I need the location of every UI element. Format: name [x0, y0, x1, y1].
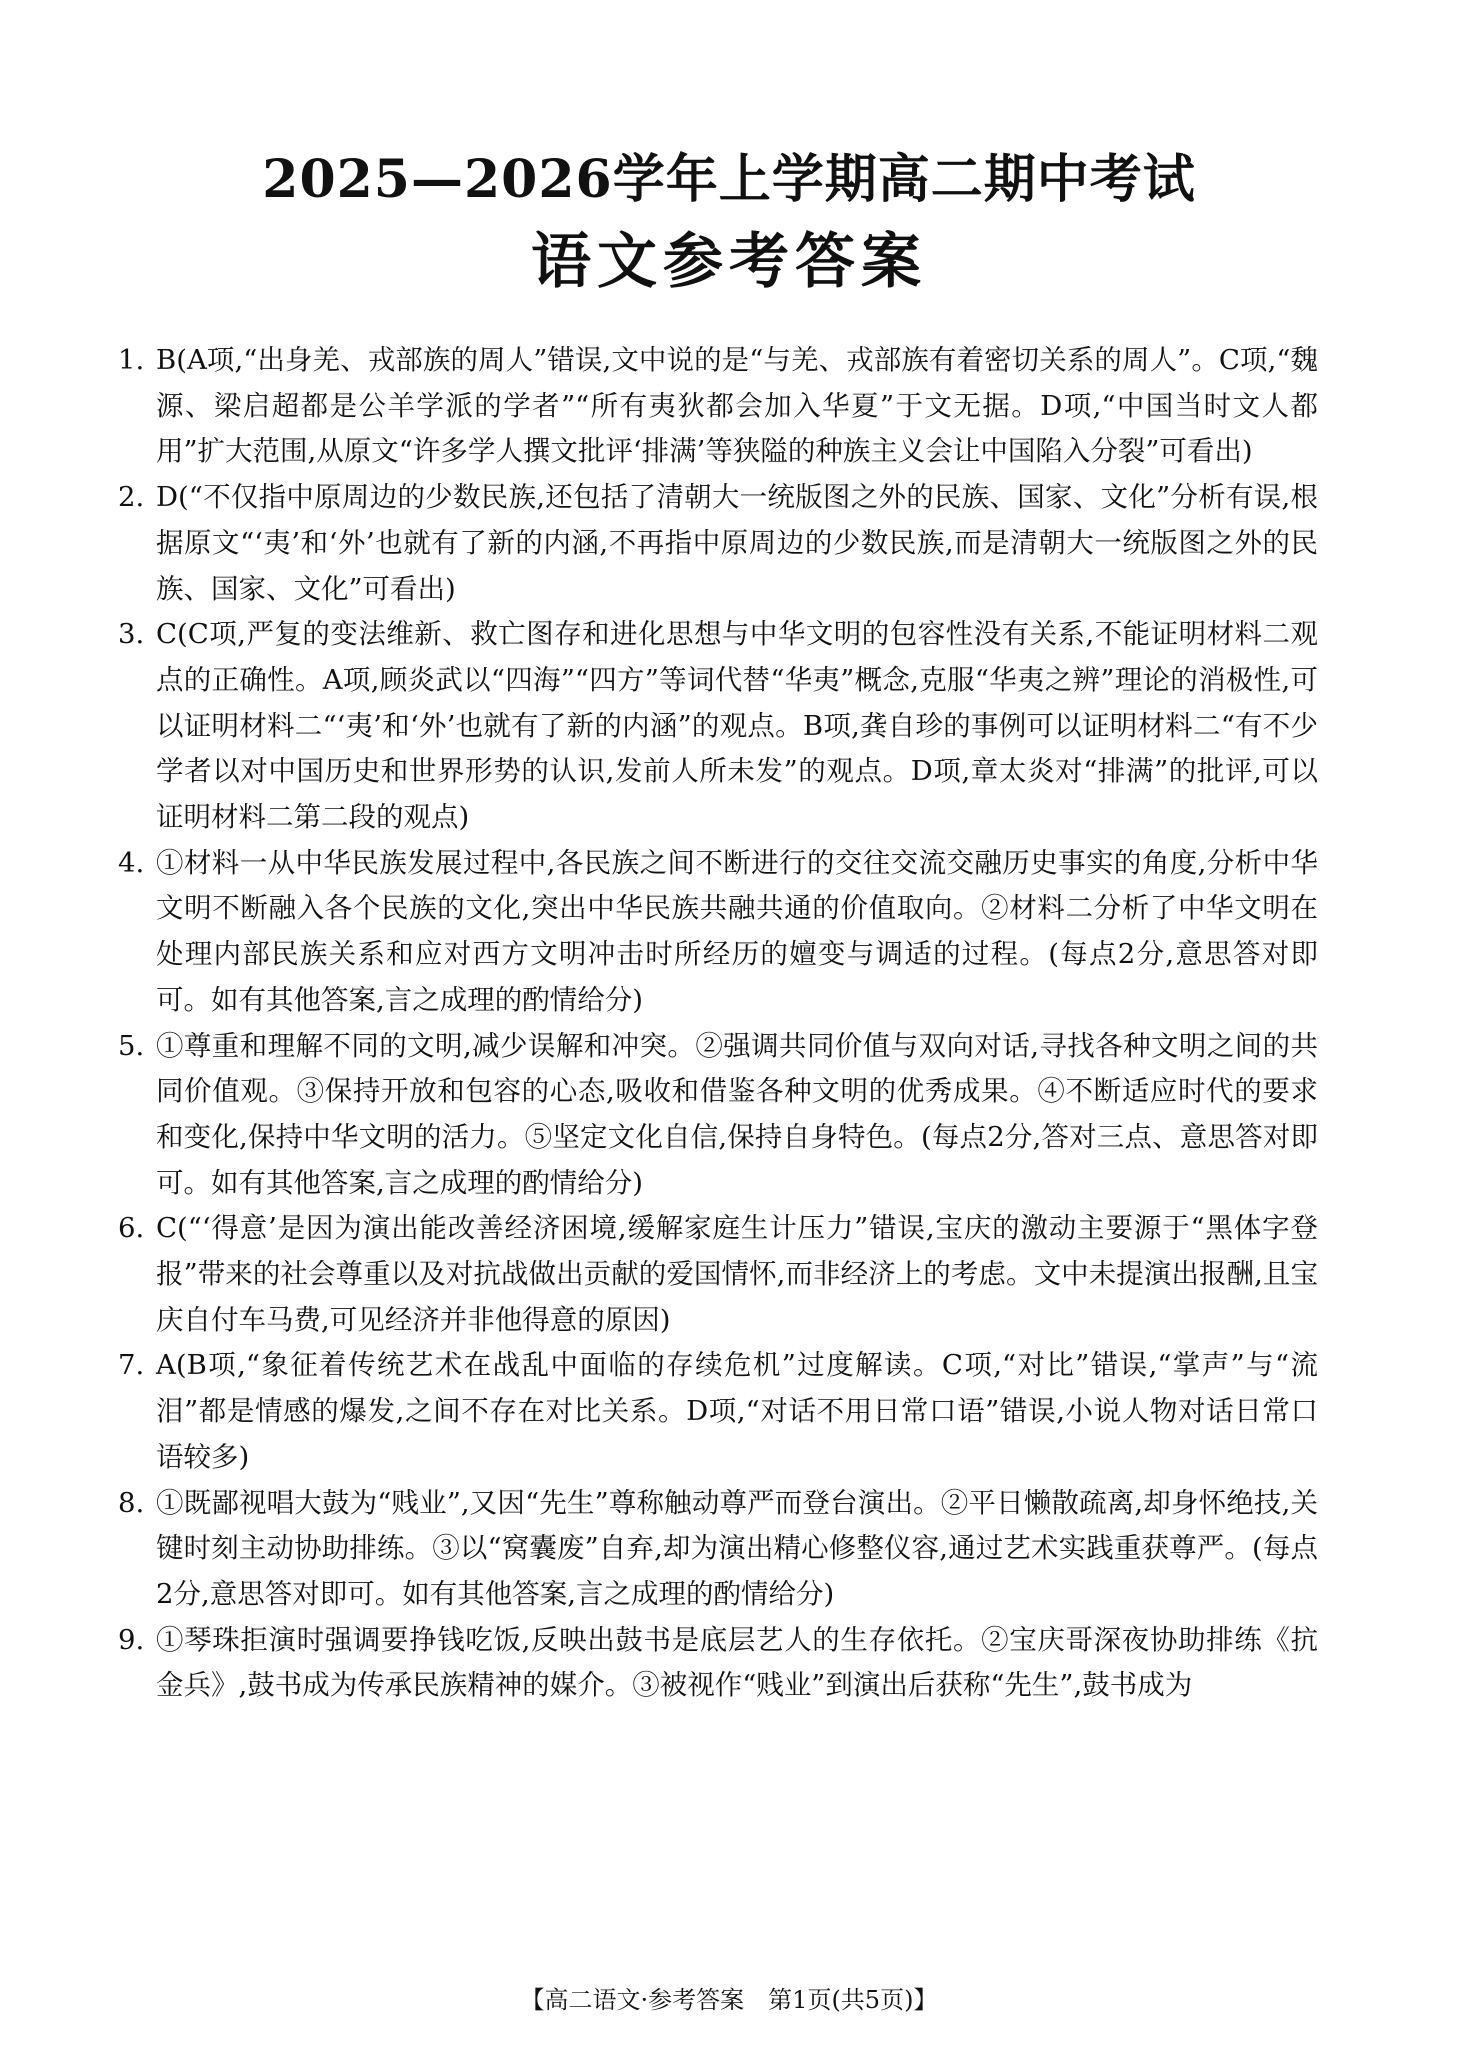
answer-text: ①尊重和理解不同的文明,减少误解和冲突。②强调共同价值与双向对话,寻找各种文明之间的共同价值观。③保持开放和包容的心态,吸收和借鉴各种文明的优秀成果。④不断适应时代的要求和变化,保持中华文明的活力。⑤坚定文化自信,保持自身特色。(每点2分,答对三点、意思答对即可。如有其他答案,言之成理的酌情给分) — [156, 1029, 1318, 1199]
answer-number: 3. — [118, 618, 145, 651]
answer-number: 8. — [118, 1486, 145, 1519]
answer-number: 6. — [118, 1212, 145, 1245]
page-title: 2025—2026学年上学期高二期中考试 — [262, 149, 1196, 210]
answer-list — [118, 338, 1318, 1709]
answer-text: ①琴珠拒演时强调要挣钱吃饭,反映出鼓书是底层艺人的生存依托。②宝庆哥深夜协助排练《抗金兵》,鼓书成为传承民族精神的媒介。③被视作“贱业”到演出后获称“先生”,鼓书成为 — [156, 1623, 1318, 1702]
answer-text: C(C项,严复的变法维新、救亡图存和进化思想与中华文明的包容性没有关系,不能证明材料二观点的正确性。A项,顾炎武以“四海”“四方”等词代替“华夷”概念,克服“华夷之辨”理论的消极性,可以证明材料二“‘夷’和‘外’也就有了新的内涵”的观点。B项,龚自珍的事例可以证明材料二“有不少学者以对中国历史和世界形势的认识,发前人所未发”的观点。D项,章太炎对“排满”的批评,可以证明材料二第二段的观点) — [156, 618, 1318, 834]
answer-item-5 — [118, 1024, 1318, 1207]
answer-number: 9. — [118, 1623, 145, 1656]
answer-item-4 — [118, 841, 1318, 1024]
answer-text: D(“不仅指中原周边的少数民族,还包括了清朝大一统版图之外的民族、国家、文化”分析有误,根据原文“‘夷’和‘外’也就有了新的内涵,不再指中原周边的少数民族,而是清朝大一统版图之外的民族、国家、文化”可看出) — [156, 481, 1318, 605]
answer-number: 4. — [118, 846, 145, 879]
answer-number: 7. — [118, 1349, 145, 1382]
answer-item-9 — [118, 1618, 1318, 1709]
answer-item-2 — [118, 475, 1318, 612]
answer-item-6 — [118, 1206, 1318, 1343]
answer-text: C(“‘得意’是因为演出能改善经济困境,缓解家庭生计压力”错误,宝庆的激动主要源于“黑体字登报”带来的社会尊重以及对抗战做出贡献的爱国情怀,而非经济上的考虑。文中未提演出报酬,且宝庆自付车马费,可见经济并非他得意的原因) — [156, 1212, 1318, 1336]
answer-item-3 — [118, 612, 1318, 841]
answer-item-8 — [118, 1481, 1318, 1618]
answer-text: B(A项,“出身羌、戎部族的周人”错误,文中说的是“与羌、戎部族有着密切关系的周人”。C项,“魏源、梁启超都是公羊学派的学者”“所有夷狄都会加入华夏”于文无据。D项,“中国当时文人都用”扩大范围,从原文“许多学人撰文批评‘排满’等狭隘的种族主义会让中国陷入分裂”可看出) — [156, 344, 1318, 468]
answer-text: ①既鄙视唱大鼓为“贱业”,又因“先生”尊称触动尊严而登台演出。②平日懒散疏离,却身怀绝技,关键时刻主动协助排练。③以“窝囊废”自弃,却为演出精心修整仪容,通过艺术实践重获尊严。(每点2分,意思答对即可。如有其他答案,言之成理的酌情给分) — [156, 1486, 1318, 1610]
answer-number: 1. — [118, 344, 145, 376]
answer-item-7 — [118, 1343, 1318, 1480]
answer-text: A(B项,“象征着传统艺术在战乱中面临的存续危机”过度解读。C项,“对比”错误,“掌声”与“流泪”都是情感的爆发,之间不存在对比关系。D项,“对话不用日常口语”错误,小说人物对话日常口语较多) — [156, 1349, 1318, 1473]
answer-number: 5. — [118, 1029, 145, 1062]
page-subtitle: 语文参考答案 — [531, 227, 927, 297]
answer-item-1 — [118, 338, 1318, 475]
answer-number: 2. — [118, 481, 145, 514]
answer-text: ①材料一从中华民族发展过程中,各民族之间不断进行的交往交流交融历史事实的角度,分析中华文明不断融入各个民族的文化,突出中华民族共融共通的价值取向。②材料二分析了中华文明在处理内部民族关系和应对西方文明冲击时所经历的嬗变与调适的过程。(每点2分,意思答对即可。如有其他答案,言之成理的酌情给分) — [156, 846, 1318, 1016]
page-footer: 【高二语文·参考答案 第1页(共5页)】 — [520, 1986, 938, 2014]
